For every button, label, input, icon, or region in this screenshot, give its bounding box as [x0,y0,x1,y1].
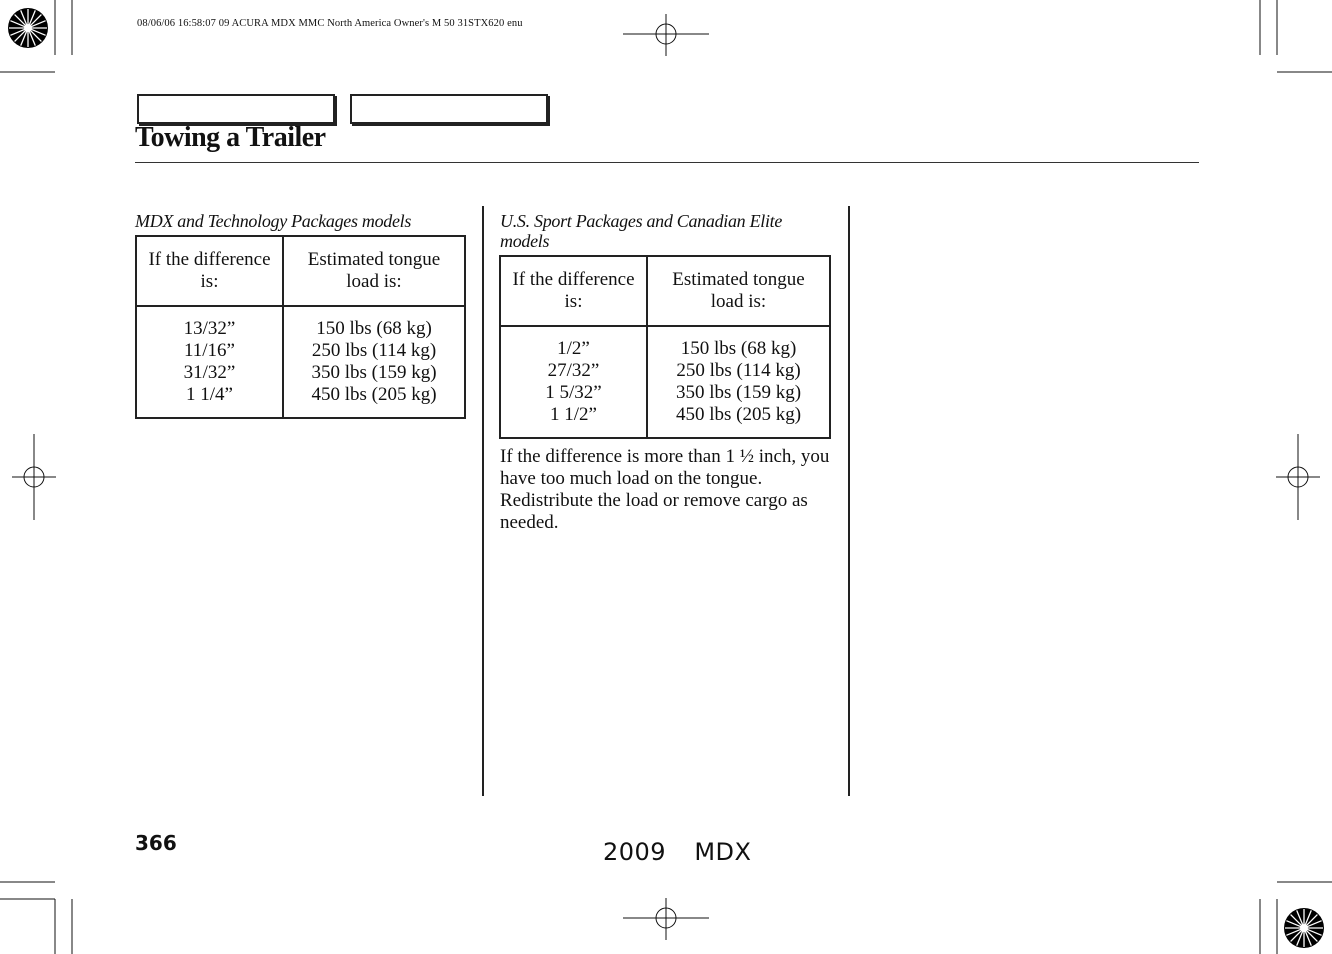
column-divider [482,206,484,796]
table-header-load [647,256,830,326]
difference-values-cell [500,326,647,438]
difference-value: 27/32” [547,360,600,381]
left-tongue-load-table [135,235,466,419]
load-value: 450 lbs (205 kg) [311,384,437,405]
difference-value: 31/32” [183,362,236,383]
table-header-text: If the difference is: [512,269,635,312]
difference-value: 1/2” [557,338,590,359]
load-value: 250 lbs (114 kg) [676,360,801,381]
table-header-text: Estimated tongue load is: [307,249,441,292]
load-value: 350 lbs (159 kg) [675,382,802,403]
difference-value: 1 1/4” [186,384,233,405]
right-tongue-load-table [499,255,831,439]
load-value: 250 lbs (114 kg) [311,340,437,361]
starburst-target-icon [6,6,50,50]
table-header-text: Estimated tongue load is: [672,269,805,312]
starburst-target-icon [1282,906,1326,950]
overload-note: If the difference is more than 1 ½ inch, you have too much load on the tongue. Redistribute the load or remove cargo as needed. [500,446,830,533]
table-header-load [283,236,465,306]
column-divider [848,206,850,796]
nav-button-next[interactable] [350,94,548,124]
table-header-difference [136,236,283,306]
load-value: 350 lbs (159 kg) [311,362,437,383]
load-values-cell [283,306,465,418]
difference-value: 11/16” [183,340,235,361]
difference-value: 1 1/2” [550,404,597,425]
page-title: Towing a Trailer [135,122,326,153]
nav-button-previous[interactable] [137,94,335,124]
table-header-text: If the difference is: [148,249,271,292]
load-value: 150 lbs (68 kg) [316,318,432,339]
table-header-difference [500,256,647,326]
difference-value: 13/32” [183,318,236,339]
right-table-caption: U.S. Sport Packages and Canadian Elite models [500,211,783,251]
difference-values-cell [136,306,283,418]
load-value: 150 lbs (68 kg) [680,338,797,359]
left-table-caption: MDX and Technology Packages models [135,211,412,231]
load-values-cell [647,326,830,438]
difference-value: 1 5/32” [545,382,602,403]
page-number: 366 [135,831,177,855]
footer-model-label: 2009 MDX [603,838,752,866]
title-rule [135,162,1199,163]
load-value: 450 lbs (205 kg) [675,404,802,425]
print-job-header: 08/06/06 16:58:07 09 ACURA MDX MMC North America Owner's M 50 31STX620 enu [137,18,523,29]
